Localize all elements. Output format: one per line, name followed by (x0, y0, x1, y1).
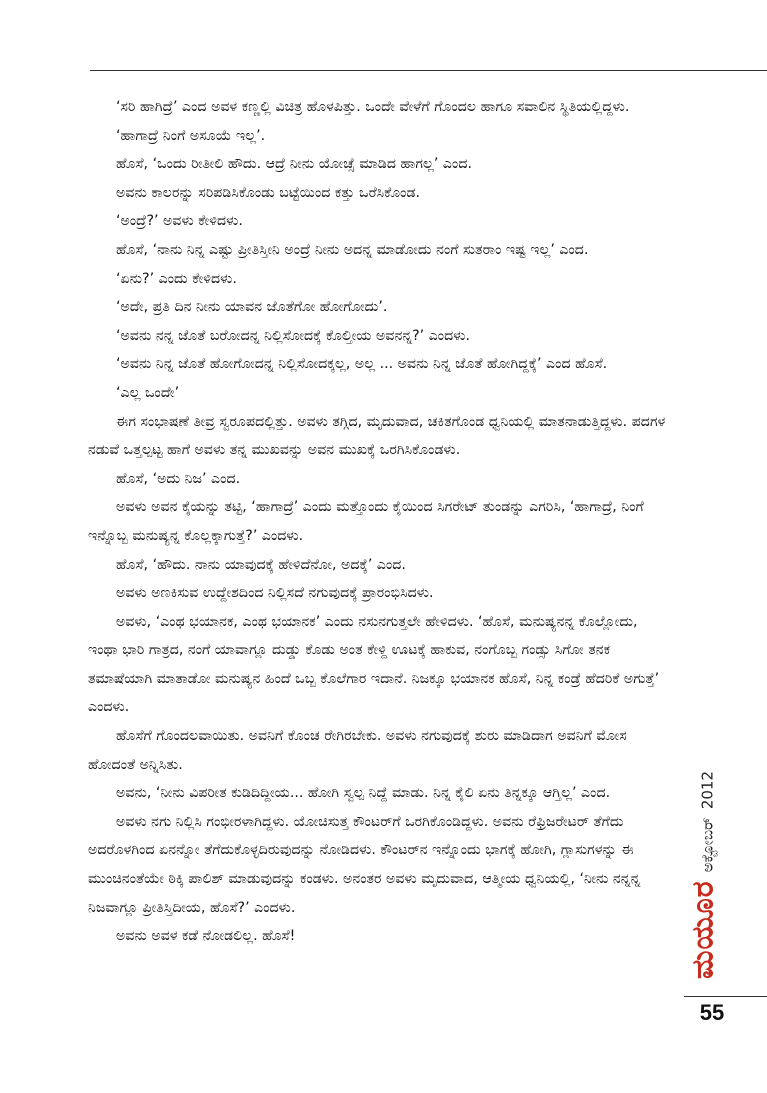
paragraph: ಅವಳು ಅವನ ಕೈಯನ್ನು ತಟ್ಟಿ, ‘ಹಾಗಾದ್ರೆ’ ಎಂದು ಮತ್ತೊಂದು ಕೈಯಿಂದ ಸಿಗರೇಟ್ ತುಂಡನ್ನು ಎಗರಿಸಿ, ‘ಹಾಗಾದ್ರೆ, ನಿಂಗೆ ಇನ್ನೊಬ್ಬ ಮನುಷ್ಯನ್ನ ಕೊಲ್ಲಕ್ಕಾಗುತ್ತೆ?’ ಎಂದಳು. (88, 499, 644, 544)
paragraph: ‘ಅಂದ್ರೆ?’ ಅವಳು ಕೇಳಿದಳು. (116, 213, 243, 230)
magazine-sidebar (684, 760, 722, 1000)
paragraph: ಹೊಸೆ, ‘ಹೌದು. ನಾನು ಯಾವುದಕ್ಕೆ ಹೇಳಿದೆನೋ, ಅದಕ್ಕೆ’ ಎಂದ. (116, 556, 406, 573)
paragraph: ಹೊಸೆ, ‘ನಾನು ನಿನ್ನ ಎಷ್ಟು ಪ್ರೀತಿಸ್ತೀನಿ ಅಂದ್ರೆ ನೀನು ಅದನ್ನ ಮಾಡೋದು ನಂಗೆ ಸುತರಾಂ ಇಷ್ಟ ಇಲ್ಲ’ ಎಂದ. (116, 241, 589, 258)
paragraph: ಹೊಸೆ, ‘ಅದು ನಿಜ’ ಎಂದ. (116, 470, 241, 487)
paragraph: ‘ಎಲ್ಲ ಒಂದೇ’ (116, 384, 180, 401)
paragraph: ಅವನು ಅವಳ ಕಡೆ ನೋಡಲಿಲ್ಲ. ಹೊಸೆ! (116, 928, 296, 945)
paragraph: ಈಗ ಸಂಭಾಷಣೆ ತೀವ್ರ ಸ್ವರೂಪದಲ್ಲಿತ್ತು. ಅವಳು ತಗ್ಗಿದ, ಮೃದುವಾದ, ಚಕಿತಗೊಂಡ ಧ್ವನಿಯಲ್ಲಿ ಮಾತನಾಡುತ್ತಿದ್ದಳು. ಪದಗಳ ನಡುವೆ ಒತ್ತಲ್ಪಟ್ಟ ಹಾಗೆ ಅವಳು ತನ್ನ ಮುಖವನ್ನು ಅವನ ಮುಖಕ್ಕೆ ಒರಗಿಸಿಕೊಂಡಳು. (88, 413, 666, 459)
paragraph: ಅವಳು, ‘ಎಂಥ ಭಯಾನಕ, ಎಂಥ ಭಯಾನಕ’ ಎಂದು ನಸುನಗುತ್ತಲೇ ಹೇಳಿದಳು. ‘ಹೊಸೆ, ಮನುಷ್ಯನನ್ನ ಕೊಲ್ಲೋದು, ಇಂಥಾ ಭಾರಿ ಗಾತ್ರದ, ನಂಗೆ ಯಾವಾಗ್ಲೂ ದುಡ್ಡು ಕೊಡು ಅಂತ ಕೇಳ್ದಿ ಊಟಕ್ಕೆ ಹಾಕುವ, ನಂಗೊಬ್ಬ ಗಂಡ್ಸು ಸಿಗೋ ತನಕ ತಮಾಷೆಯಾಗಿ ಮಾತಾಡೋ ಮನುಷ್ಯನ ಹಿಂದೆ ಒಬ್ಬ ಕೊಲೆಗಾರ ಇದಾನೆ. ನಿಜಕ್ಕೂ ಭಯಾನಕ ಹೊಸೆ, ನಿನ್ನ ಕಂಡ್ರೆ ಹೆದರಿಕೆ ಅಗುತ್ತೆ’ ಎಂದಳು. (88, 613, 660, 716)
paragraph: ‘ಏನು?’ ಎಂದು ಕೇಳಿದಳು. (116, 270, 237, 287)
paragraph: ‘ಅವನು ನನ್ನ ಜೊತೆ ಬರೋದನ್ನ ನಿಲ್ಲಿಸೋದಕ್ಕೆ ಕೊಲ್ತೀಯ ಅವನನ್ನ?’ ಎಂದಳು. (116, 327, 470, 344)
paragraph: ‘ಸರಿ ಹಾಗಿದ್ರೆ’ ಎಂದ ಅವಳ ಕಣ್ಣಲ್ಲಿ ವಿಚಿತ್ರ ಹೊಳಪಿತ್ತು. ಒಂದೇ ವೇಳೆಗೆ ಗೊಂದಲ ಹಾಗೂ ಸವಾಲಿನ ಸ್ಥಿತಿಯಲ್ಲಿದ್ದಳು. (116, 99, 630, 115)
paragraph: ‘ಅವನು ನಿನ್ನ ಜೊತೆ ಹೋಗೋದನ್ನ ನಿಲ್ಲಿಸೋದಕ್ಕಲ್ಲ, ಅಲ್ಲ ... ಅವನು ನಿನ್ನ ಜೊತೆ ಹೋಗಿದ್ದಕ್ಕೆ’ ಎಂದ ಹೊಸೆ. (116, 356, 608, 373)
paragraph: ಅವಳು ಅಣಕಿಸುವ ಉದ್ದೇಶದಿಂದ ನಿಲ್ಲಿಸದೆ ನಗುವುದಕ್ಕೆ ಪ್ರಾರಂಭಿಸಿದಳು. (116, 585, 434, 602)
paragraph: ‘ಹಾಗಾದ್ರೆ ನಿಂಗೆ ಅಸೂಯೆ ಇಲ್ಲ’. (116, 127, 266, 144)
page-number: 55 (699, 1000, 725, 1025)
story-text (88, 93, 668, 951)
header-rule (90, 70, 767, 71)
paragraph: ಅವಳು ನಗು ನಿಲ್ಲಿಸಿ ಗಂಭೀರಳಾಗಿದ್ದಳು. ಯೋಚಿಸುತ್ತ ಕೌಂಟರ್‌ಗೆ ಒರಗಿಕೊಂಡಿದ್ದಳು. ಅವನು ರೆಫ್ರಿಜರೇಟರ್ ತೆಗೆದು ಅದರೊಳಗಿಂದ ಏನನ್ನೋ ತೆಗೆದುಕೊಳ್ಳದಿರುವುದನ್ನು ನೋಡಿದಳು. ಕೌಂಟರ್‌ನ ಇನ್ನೊಂದು ಭಾಗಕ್ಕೆ ಹೋಗಿ, ಗ್ಲಾಸುಗಳನ್ನು ಈ ಮುಂಚಿನಂತೆಯೇ ಠಿಕ್ಕಿ ಪಾಲಿಶ್ ಮಾಡುವುದನ್ನು ಕಂಡಳು. ಅನಂತರ ಅವಳು ಮೃದುವಾದ, ಆತ್ಮೀಯ ಧ್ವನಿಯಲ್ಲಿ, ‘ನೀನು ನನ್ನನ್ನ ನಿಜವಾಗ್ಲೂ ಪ್ರೀತಿಸ್ತಿದೀಯ, ಹೊಸೆ?’ ಎಂದಳು. (88, 813, 641, 916)
issue-year: 2012 (698, 770, 717, 810)
paragraph: ಹೊಸೆ, ‘ಒಂದು ರೀತೀಲಿ ಹೌದು. ಆದ್ರೆ ನೀನು ಯೋಚ್ಸೆ ಮಾಡಿದ ಹಾಗಲ್ಲ’ ಎಂದ. (116, 156, 472, 173)
paragraph: ‘ಅದೇ, ಪ್ರತಿ ದಿನ ನೀನು ಯಾವನ ಜೊತೆಗೋ ಹೋಗೋದು’. (116, 299, 388, 316)
magazine-masthead (684, 760, 722, 990)
footer-rule (684, 996, 767, 997)
paragraph: ಅವನು, ‘ನೀನು ವಿಪರೀತ ಕುಡಿದಿದ್ದೀಯ... ಹೋಗಿ ಸ್ವಲ್ಪ ನಿದ್ದೆ ಮಾಡು. ನಿನ್ನ ಕೈಲಿ ಏನು ತಿನ್ನಕ್ಕೂ ಆಗ್ತಿಲ್ಲ’ ಎಂದ. (116, 785, 611, 802)
issue-month: ಅಕ್ಟೋಬರ್ (698, 817, 717, 873)
magazine-title: ಮಯೂರ (685, 880, 721, 980)
paragraph: ಹೊಸೆಗೆ ಗೊಂದಲವಾಯಿತು. ಅವನಿಗೆ ಕೊಂಚ ರೇಗಿರಬೇಕು. ಅವಳು ನಗುವುದಕ್ಕೆ ಶುರು ಮಾಡಿದಾಗ ಅವನಿಗೆ ಮೋಸ ಹೋದಂತೆ ಅನ್ನಿಸಿತು. (88, 728, 627, 773)
paragraph: ಅವನು ಕಾಲರನ್ನು ಸರಿಪಡಿಸಿಕೊಂಡು ಬಟ್ಟೆಯಿಂದ ಕತ್ತು ಒರೆಸಿಕೊಂಡ. (116, 184, 421, 201)
